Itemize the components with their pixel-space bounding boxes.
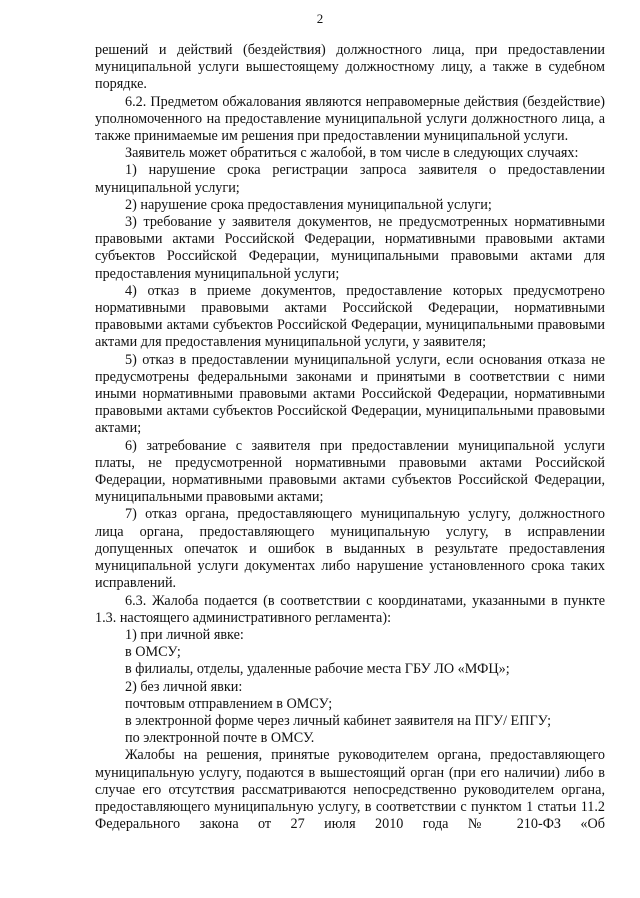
paragraph-6-2: 6.2. Предметом обжалования являются неправомерные действия (бездействие) уполномоченного на предоставление муниципальной услуги должностного лица, а также принимаемые им решения при предоставлении муниципальной услуги. (95, 93, 605, 145)
list-item-case-4: 4) отказ в приеме документов, предоставление которых предусмотрено нормативными правовыми актами Российской Федерации, нормативными правовыми актами субъектов Российской Федерации, муниципальными правовыми актами для предоставления муниципальной услуги, у заявителя; (95, 282, 605, 351)
list-item-case-1: 1) нарушение срока регистрации запроса заявителя о предоставлении муниципальной услуги; (95, 162, 605, 196)
paragraph-continuation: решений и действий (бездействия) должностного лица, при предоставлении муниципальной услуги вышестоящему должностному лицу, а также в судебном порядке. (95, 42, 605, 93)
list-item-case-3: 3) требование у заявителя документов, не предусмотренных нормативными правовыми актами Российской Федерации, нормативными правовыми актами субъектов Российской Федерации, муниципальными правовыми актами для предоставления муниципальной услуги; (95, 214, 605, 282)
list-item-remote: 2) без личной явки: (125, 678, 243, 695)
paragraph-complaint-cases-intro: Заявитель может обратиться с жалобой, в том числе в следующих случаях: (125, 145, 579, 162)
paragraph-appeal-decisions: Жалобы на решения, принятые руководителем органа, предоставляющего муниципальную услугу, подаются в вышестоящий орган (при его наличии) либо в случае его отсутствия рассматриваются непосредственно руководителем органа, предоставляющего муниципальную услугу, в соответствии с пунктом 1 статьи 11.2 Федерального закона от 27 июля 2010 года № 210-ФЗ «Об (95, 747, 605, 833)
list-item-case-2: 2) нарушение срока предоставления муниципальной услуги; (125, 196, 492, 213)
paragraph-6-3: 6.3. Жалоба подается (в соответствии с координатами, указанными в пункте 1.3. настоящего административного регламента): (95, 592, 605, 626)
list-item-case-5: 5) отказ в предоставлении муниципальной услуги, если основания отказа не предусмотрены федеральными законами и принятыми в соответствии с ними иными нормативными правовыми актами Российской Федерации, нормативными правовыми актами субъектов Российской Федерации, муниципальными правовыми актами; (95, 351, 605, 437)
document-body (95, 42, 605, 833)
list-item-email: по электронной почте в ОМСУ. (125, 730, 315, 747)
page-number: 2 (316, 11, 324, 26)
list-item-mail: почтовым отправлением в ОМСУ; (125, 695, 333, 712)
list-item-in-person: 1) при личной явке: (125, 626, 244, 643)
list-item-omsu: в ОМСУ; (125, 644, 181, 661)
list-item-mfc: в филиалы, отделы, удаленные рабочие места ГБУ ЛО «МФЦ»; (125, 661, 510, 678)
list-item-case-7: 7) отказ органа, предоставляющего муниципальную услугу, должностного лица органа, предоставляющего муниципальную услугу, в исправлении допущенных опечаток и ошибок в выданных в результате предоставления муниципальной услуги документах либо нарушение установленного срока таких исправлений. (95, 506, 605, 592)
list-item-electronic-form: в электронной форме через личный кабинет заявителя на ПГУ/ ЕПГУ; (125, 712, 552, 729)
list-item-case-6: 6) затребование с заявителя при предоставлении муниципальной услуги платы, не предусмотренной нормативными правовыми актами Российской Федерации, нормативными правовыми актами субъектов Российской Федерации, муниципальными правовыми актами; (95, 437, 605, 506)
